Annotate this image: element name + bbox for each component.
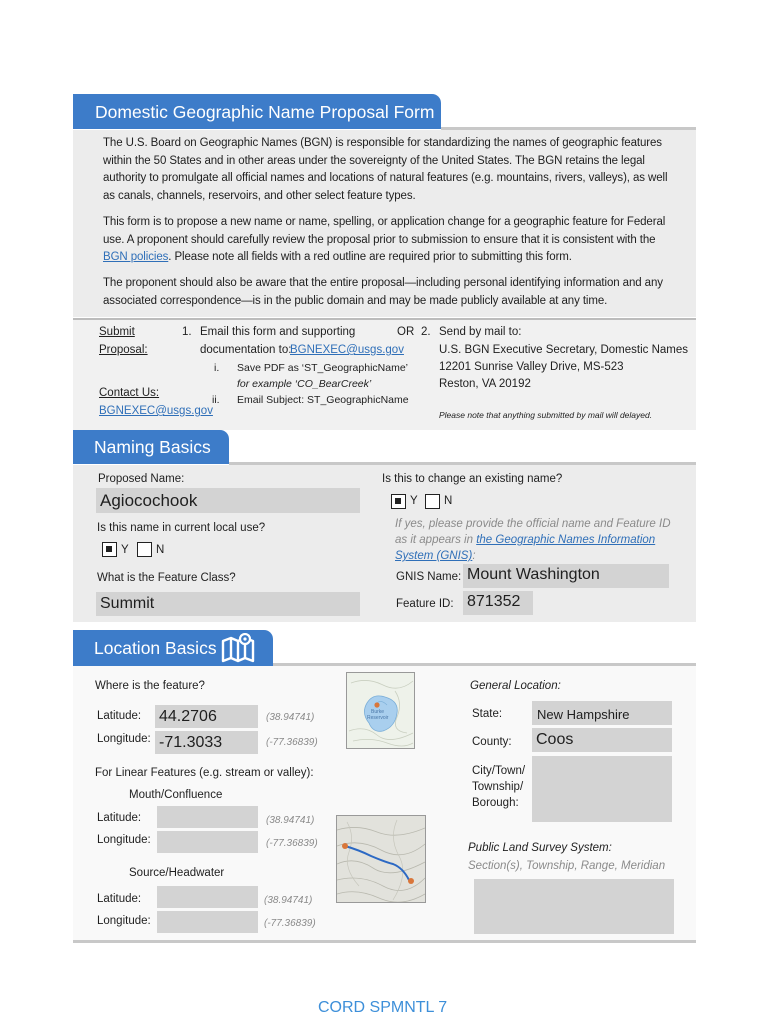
feature-class-field[interactable]: Summit: [96, 592, 360, 616]
source-longitude-hint: (-77.36839): [264, 918, 316, 929]
feature-id-label: Feature ID:: [396, 598, 454, 610]
source-headwater-label: Source/Headwater: [129, 867, 225, 879]
gnis-name-field[interactable]: Mount Washington: [463, 564, 669, 588]
reservoir-map-thumbnail: [346, 672, 415, 749]
longitude-field[interactable]: -71.3033: [155, 731, 258, 754]
mouth-latitude-hint: (38.94741): [266, 815, 315, 826]
source-latitude-field[interactable]: [157, 886, 258, 908]
local-no-label: N: [156, 544, 165, 556]
footer-stamp: CORD SPMNTL 7: [318, 999, 448, 1016]
step1-number: 1.: [182, 326, 192, 338]
sub-step-ii-text: Email Subject: ST_GeographicName: [237, 394, 409, 406]
change-no-checkbox[interactable]: [425, 494, 440, 509]
gnis-name-label: GNIS Name:: [396, 571, 462, 583]
intro-paragraph-2-text: This form is to propose a new name or name, spelling, or application change for a geographic feature for Federal use. A proponent should carefully review the proposal prior to submission to ensure that it is consistent with the: [103, 216, 666, 246]
mouth-confluence-label: Mouth/Confluence: [129, 789, 223, 801]
naming-basics-tab: [73, 430, 229, 464]
state-label: State:: [472, 708, 503, 720]
map-icon: [221, 633, 255, 663]
or-label: OR: [397, 326, 415, 338]
source-longitude-field[interactable]: [157, 911, 258, 933]
sub-step-i-number: i.: [214, 362, 220, 374]
county-label: County:: [472, 736, 512, 748]
step2-text-c: 12201 Sunrise Valley Drive, MS-523: [439, 361, 624, 373]
local-use-question: Is this name in current local use?: [97, 522, 266, 534]
local-yes-checkbox[interactable]: [102, 542, 117, 557]
change-yes-checkbox[interactable]: [391, 494, 406, 509]
location-basics-title: Location Basics: [94, 638, 217, 658]
contact-label: Contact Us:: [99, 387, 160, 399]
gnis-link-part-1[interactable]: the Geographic Names Information: [476, 534, 656, 546]
intro-paragraph-2: [103, 214, 681, 267]
county-field[interactable]: Coos: [532, 728, 672, 752]
naming-basics-title: Naming Basics: [94, 437, 211, 457]
mail-delay-note: Please note that anything submitted by mail will delayed.: [439, 410, 653, 420]
location-basics-tab: [73, 630, 273, 666]
step2-number: 2.: [421, 326, 431, 338]
form-title-tab: [73, 94, 441, 129]
plss-field[interactable]: [474, 879, 674, 934]
source-latitude-label: Latitude:: [97, 893, 142, 905]
location-bottom-rule: [73, 940, 696, 943]
mouth-longitude-hint: (-77.36839): [266, 838, 318, 849]
mouth-latitude-field[interactable]: [157, 806, 258, 828]
gnis-hint-line-1: If yes, please provide the official name and Feature ID: [395, 518, 671, 530]
plss-label: Public Land Survey System:: [468, 842, 612, 854]
city-label-line-1: City/Town/: [472, 765, 526, 777]
map1-label-reservoir: Reservoir: [367, 715, 389, 721]
longitude-label: Longitude:: [97, 733, 151, 745]
sub-step-i-example: for example ‘CO_BearCreek’: [237, 378, 372, 390]
city-label-line-3: Borough:: [472, 797, 519, 809]
step2-text-d: Reston, VA 20192: [439, 378, 531, 390]
city-label-line-2: Township/: [472, 781, 524, 793]
mouth-longitude-field[interactable]: [157, 831, 258, 853]
submit-label-2: Proposal:: [99, 344, 148, 356]
plss-hint: Section(s), Township, Range, Meridian: [468, 860, 666, 872]
source-longitude-label: Longitude:: [97, 915, 151, 927]
state-field[interactable]: New Hampshire: [532, 701, 672, 725]
feature-class-question: What is the Feature Class?: [97, 572, 236, 584]
change-no-label: N: [444, 495, 453, 507]
source-latitude-hint: (38.94741): [264, 895, 313, 906]
bgnexec-email-link[interactable]: BGNEXEC@usgs.gov: [290, 344, 404, 356]
intro-paragraph-3: The proponent should also be aware that the entire proposal—including personal identifying information and any associated correspondence—is in the public domain and may be made publicly available at any time.: [103, 277, 663, 307]
sub-step-ii-number: ii.: [212, 394, 220, 406]
change-yes-label: Y: [410, 495, 418, 507]
latitude-field[interactable]: 44.2706: [155, 705, 258, 728]
stream-map-thumbnail: [336, 815, 426, 903]
linear-features-question: For Linear Features (e.g. stream or valley):: [95, 767, 314, 779]
city-label: [472, 763, 525, 811]
gnis-hint-end: :: [472, 550, 476, 562]
gnis-hint-line-2: as it appears in: [395, 534, 473, 546]
general-location-label: General Location:: [470, 680, 561, 692]
map1-label-burke: Burke: [371, 709, 385, 715]
submit-label-1: Submit: [99, 326, 135, 338]
mouth-latitude-label: Latitude:: [97, 812, 142, 824]
step1-text-a: Email this form and supporting: [200, 326, 356, 338]
gnis-hint: [395, 516, 671, 564]
change-existing-question: Is this to change an existing name?: [382, 473, 563, 485]
gnis-link-part-2[interactable]: System (GNIS): [395, 550, 473, 562]
contact-email-link[interactable]: BGNEXEC@usgs.gov: [99, 405, 213, 417]
step1-text-b: documentation to:: [200, 344, 292, 356]
local-no-checkbox[interactable]: [137, 542, 152, 557]
latitude-hint: (38.94741): [266, 712, 315, 723]
step2-text-b: U.S. BGN Executive Secretary, Domestic Names: [439, 344, 689, 356]
local-yes-label: Y: [121, 544, 129, 556]
bgn-policies-link[interactable]: BGN policies: [103, 251, 169, 263]
proposed-name-field[interactable]: Agiocochook: [96, 488, 360, 513]
city-field[interactable]: [532, 756, 672, 822]
latitude-label: Latitude:: [97, 710, 142, 722]
proposed-name-label: Proposed Name:: [98, 473, 185, 485]
step2-text-a: Send by mail to:: [439, 326, 522, 338]
mouth-longitude-label: Longitude:: [97, 834, 151, 846]
longitude-hint: (-77.36839): [266, 737, 318, 748]
form-title: Domestic Geographic Name Proposal Form: [95, 102, 435, 122]
feature-id-field[interactable]: 871352: [463, 591, 533, 615]
intro-paragraph-1: The U.S. Board on Geographic Names (BGN) is responsible for standardizing the names of geographic features within the 50 States and in other areas under the sovereignty of the United States. The BGN retains the legal authority to promulgate all official names and locations of natural features (e.g. mountains, rivers, valleys), as well as canals, channels, reservoirs, and other select feature types.: [103, 137, 668, 202]
where-question: Where is the feature?: [95, 680, 205, 692]
sub-step-i-text: Save PDF as ‘ST_GeographicName’: [237, 362, 408, 374]
intro-paragraph-2-end: . Please note all fields with a red outline are required prior to submitting this form.: [168, 251, 572, 263]
